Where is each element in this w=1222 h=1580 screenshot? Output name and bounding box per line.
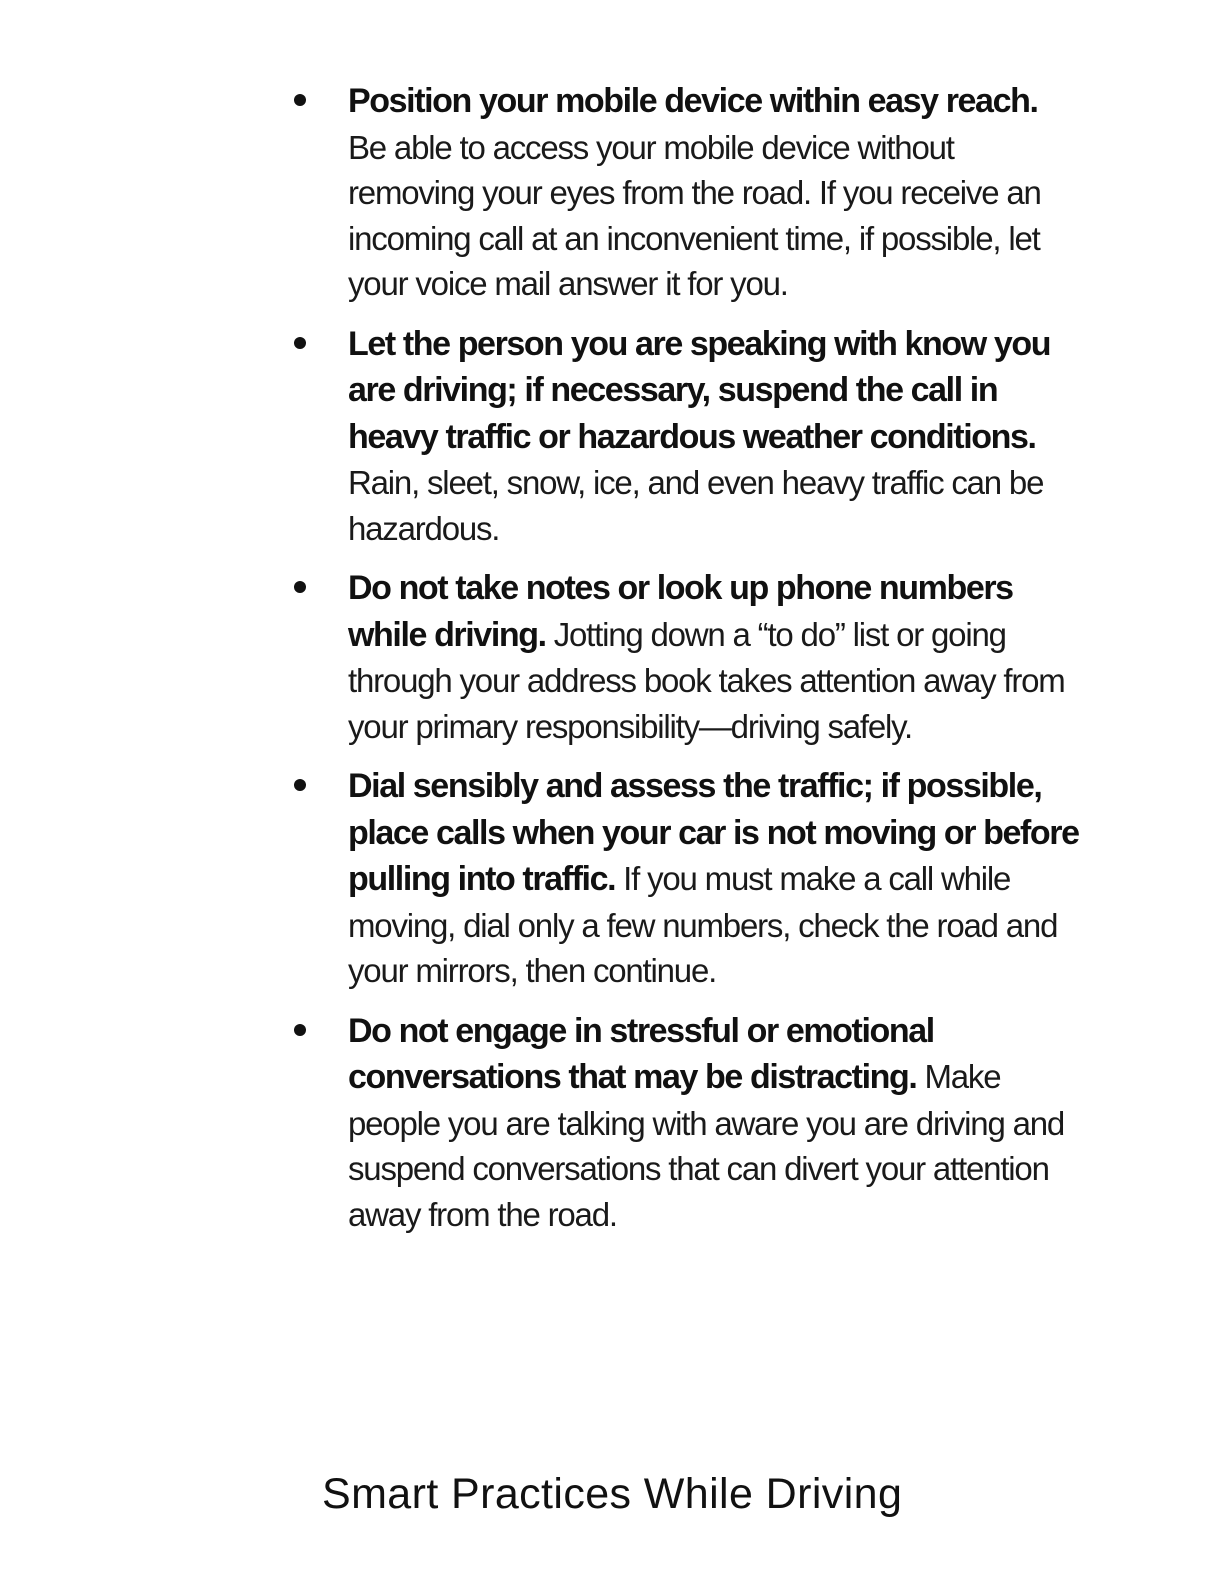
tip-body: Be able to access your mobile device without removing your eyes from the road. If you receive an incoming call at an inconvenient time, if possible, let your voice mail answer it for you. xyxy=(348,128,1041,302)
tip-body: Jotting down a “to do” list or going through your address book takes attention away from your primary responsibility—driving safely. xyxy=(348,615,1065,745)
list-item xyxy=(292,321,1082,552)
bullet-dot-icon xyxy=(294,581,306,593)
tip-heading: Let the person you are speaking with know you are driving; if necessary, suspend the call in heavy traffic or hazardous weather conditions. xyxy=(348,324,1051,456)
list-item xyxy=(292,763,1082,994)
tip-body: If you must make a call while moving, dial only a few numbers, check the road and your mirrors, then continue. xyxy=(348,860,1058,989)
tip-heading: Dial sensibly and assess the traffic; if possible, place calls when your car is not moving or before pulling into traffic. xyxy=(348,767,1079,898)
page-footer-title: Smart Practices While Driving xyxy=(322,1470,903,1518)
tip-heading: Do not engage in stressful or emotional conversations that may be distracting. xyxy=(348,1011,934,1096)
bullet-dot-icon xyxy=(294,779,306,791)
bullet-dot-icon xyxy=(294,1024,306,1036)
list-item xyxy=(292,565,1082,749)
list-item xyxy=(292,78,1082,307)
tip-body: Make people you are talking with aware you are driving and suspend conversations that can divert your attention away from the road. xyxy=(348,1058,1065,1233)
driving-tips-list xyxy=(292,78,1082,1251)
tip-heading: Position your mobile device within easy reach. xyxy=(348,82,1038,120)
list-item xyxy=(292,1008,1082,1238)
tip-body: Rain, sleet, snow, ice, and even heavy traffic can be hazardous. xyxy=(348,464,1044,547)
bullet-dot-icon xyxy=(294,337,306,349)
tip-heading: Do not take notes or look up phone numbers while driving. xyxy=(348,569,1013,654)
bullet-dot-icon xyxy=(294,94,306,106)
